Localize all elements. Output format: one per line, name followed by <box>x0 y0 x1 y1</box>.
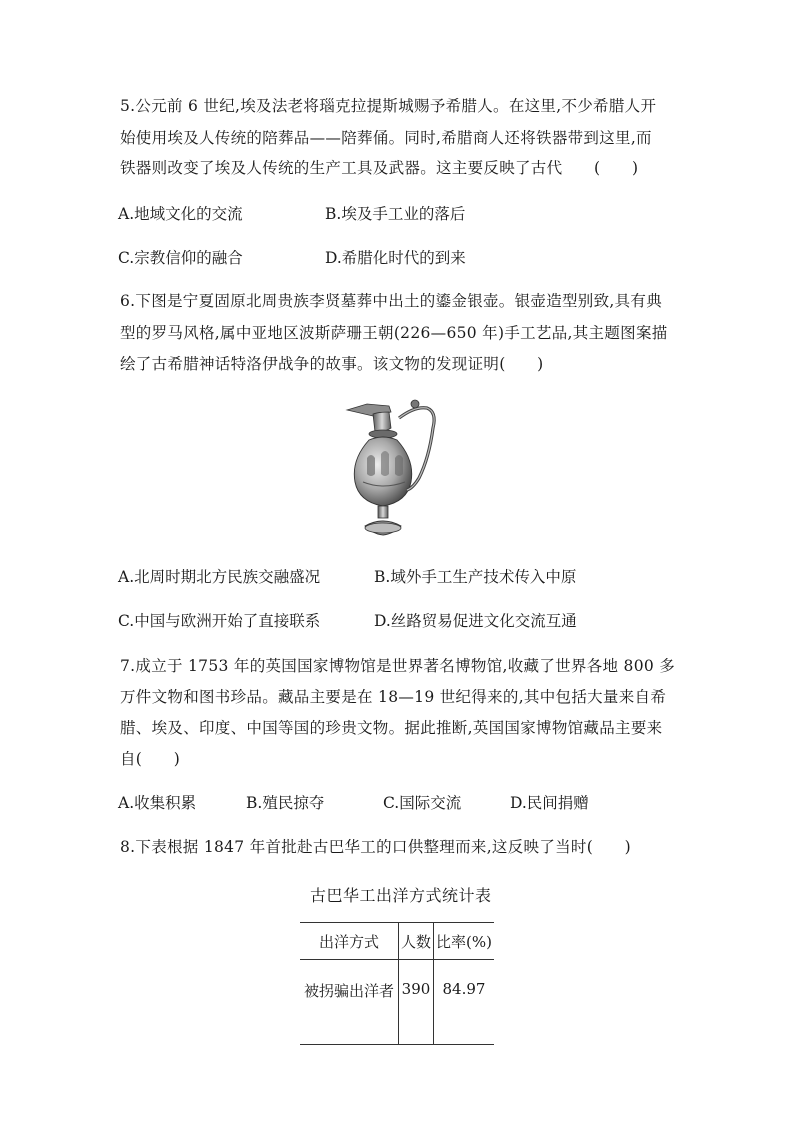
q7-option-d: D.民间捐赠 <box>510 794 589 812</box>
q6-option-d: D.丝路贸易促进文化交流互通 <box>374 612 577 630</box>
q6-option-c: C.中国与欧洲开始了直接联系 <box>118 612 321 630</box>
table-row <box>300 960 494 1045</box>
q6-option-a: A.北周时期北方民族交融盛况 <box>118 568 321 586</box>
gilded-silver-ewer-image <box>345 398 445 540</box>
q7-option-a: A.收集积累 <box>118 794 197 812</box>
q5-option-b: B.埃及手工业的落后 <box>325 205 466 223</box>
table-header-row <box>300 923 494 960</box>
q5-stem-line-3: 铁器则改变了埃及人传统的生产工具及武器。这主要反映了古代 ( ) <box>120 159 639 177</box>
q8-stem: 8.下表根据 1847 年首批赴古巴华工的口供整理而来,这反映了当时( ) <box>120 838 632 856</box>
q5-option-c: C.宗教信仰的融合 <box>118 249 243 267</box>
q6-stem-line-3: 绘了古希腊神话特洛伊战争的故事。该文物的发现证明( ) <box>120 355 544 373</box>
q7-stem-line-3: 腊、埃及、印度、中国等国的珍贵文物。据此推断,英国国家博物馆藏品主要来 <box>120 719 663 737</box>
header-count: 人数 <box>399 923 434 960</box>
table-caption: 古巴华工出洋方式统计表 <box>310 886 492 905</box>
cell-ratio: 84.97 <box>434 960 495 1045</box>
header-method: 出洋方式 <box>300 923 399 960</box>
cell-count: 390 <box>399 960 434 1045</box>
cell-method: 被拐骗出洋者 <box>300 960 399 1045</box>
q6-stem-line-2: 型的罗马风格,属中亚地区波斯萨珊王朝(226—650 年)手工艺品,其主题图案描 <box>120 324 668 342</box>
emigration-stats-table <box>300 922 494 1045</box>
q7-option-b: B.殖民掠夺 <box>246 794 325 812</box>
header-ratio: 比率(%) <box>434 923 495 960</box>
q6-stem-line-1: 6.下图是宁夏固原北周贵族李贤墓葬中出土的鎏金银壶。银壶造型别致,具有典 <box>120 292 663 310</box>
q7-stem-line-4: 自( ) <box>120 750 181 768</box>
q7-option-c: C.国际交流 <box>383 794 462 812</box>
q5-stem-line-2: 始使用埃及人传统的陪葬品——陪葬俑。同时,希腊商人还将铁器带到这里,而 <box>120 129 652 147</box>
q7-stem-line-1: 7.成立于 1753 年的英国国家博物馆是世界著名博物馆,收藏了世界各地 800 多 <box>120 657 676 675</box>
q5-option-d: D.希腊化时代的到来 <box>325 249 466 267</box>
q7-stem-line-2: 万件文物和图书珍品。藏品主要是在 18—19 世纪得来的,其中包括大量来自希 <box>120 688 667 706</box>
q5-option-a: A.地域文化的交流 <box>118 205 243 223</box>
q6-option-b: B.域外手工生产技术传入中原 <box>374 568 577 586</box>
q5-stem-line-1: 5.公元前 6 世纪,埃及法老将瑙克拉提斯城赐予希腊人。在这里,不少希腊人开 <box>120 97 657 115</box>
